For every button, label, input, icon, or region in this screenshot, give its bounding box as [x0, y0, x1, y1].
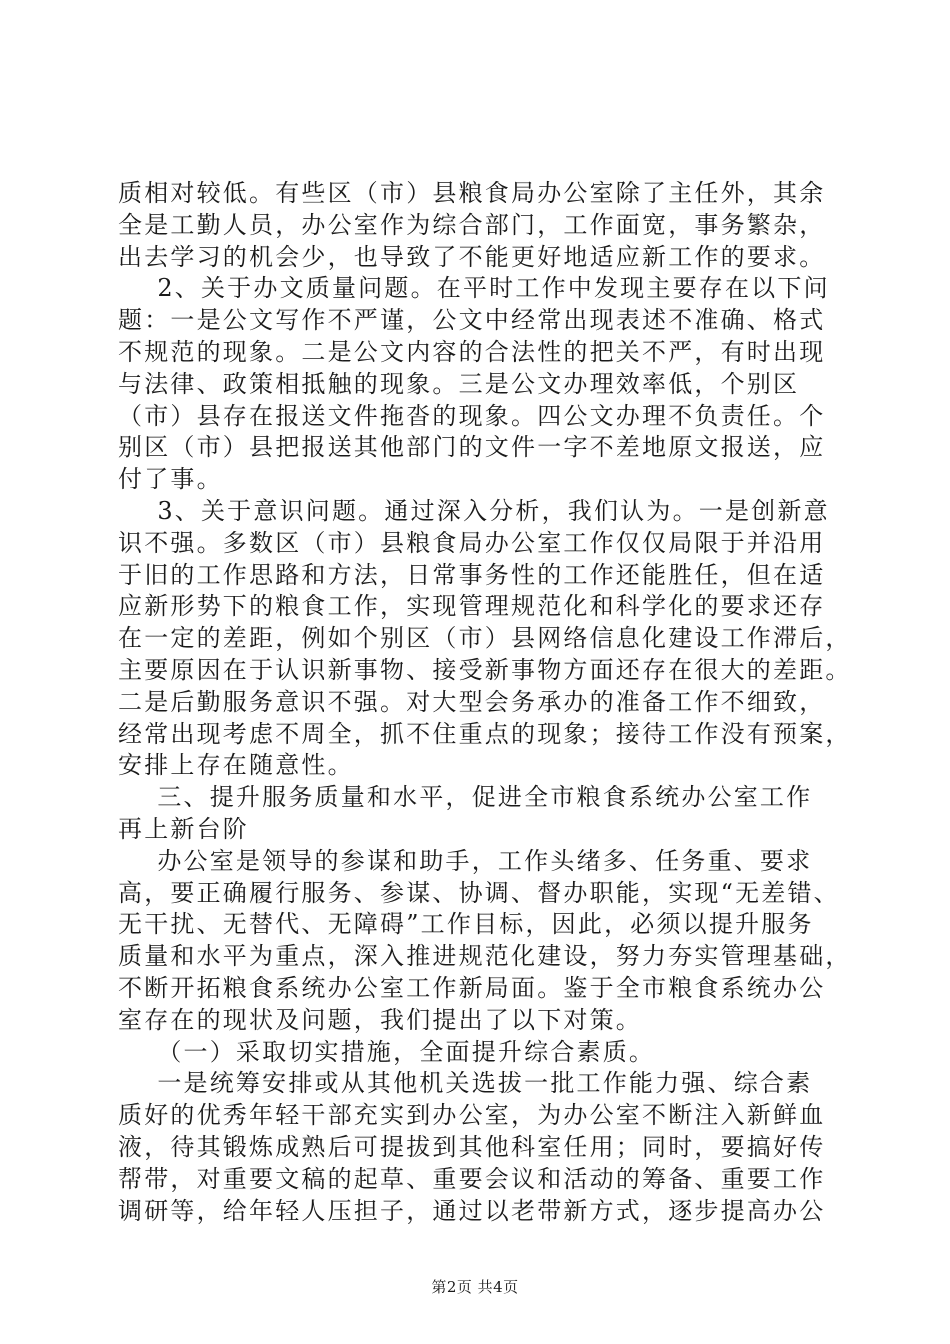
text-line: （市）县存在报送文件拖沓的现象。四公文办理不负责任。个 — [118, 401, 826, 430]
text-line: 全是工勤人员，办公室作为综合部门，工作面宽，事务繁杂， — [118, 210, 826, 239]
text-line: 三、提升服务质量和水平，促进全市粮食系统办公室工作 — [118, 783, 813, 812]
text-line: 二是后勤服务意识不强。对大型会务承办的准备工作不细致， — [118, 687, 826, 716]
text-line: 室存在的现状及问题，我们提出了以下对策。 — [118, 1005, 642, 1034]
text-line: 2、关于办文质量问题。在平时工作中发现主要存在以下问 — [118, 274, 830, 303]
text-line: 不规范的现象。二是公文内容的合法性的把关不严，有时出现 — [118, 337, 826, 366]
text-line: 办公室是领导的参谋和助手，工作头绪多、任务重、要求 — [118, 846, 813, 875]
text-line: 质相对较低。有些区（市）县粮食局办公室除了主任外，其余 — [118, 179, 826, 207]
text-line: 题：一是公文写作不严谨，公文中经常出现表述不准确、格式 — [118, 306, 826, 335]
text-line: 与法律、政策相抵触的现象。三是公文办理效率低，个别区 — [118, 369, 800, 398]
text-line: 付了事。 — [118, 465, 223, 494]
text-line: 质好的优秀年轻干部充实到办公室，为办公室不断注入新鲜血 — [118, 1101, 826, 1130]
text-line: 识不强。多数区（市）县粮食局办公室工作仅仅局限于并沿用 — [118, 528, 826, 557]
text-line: 一是统筹安排或从其他机关选拔一批工作能力强、综合素 — [118, 1069, 813, 1098]
text-line: 出去学习的机会少，也导致了不能更好地适应新工作的要求。 — [118, 242, 826, 271]
text-line: 质量和水平为重点，深入推进规范化建设，努力夯实管理基础， — [118, 942, 852, 971]
text-line: 应新形势下的粮食工作，实现管理规范化和科学化的要求还存 — [118, 592, 826, 621]
text-line: 不断开拓粮食系统办公室工作新局面。鉴于全市粮食系统办公 — [118, 973, 826, 1002]
text-line: 别区（市）县把报送其他部门的文件一字不差地原文报送，应 — [118, 433, 826, 462]
text-line: 安排上存在随意性。 — [118, 751, 354, 780]
text-line: 主要原因在于认识新事物、接受新事物方面还存在很大的差距。 — [118, 655, 852, 684]
text-line: 液，待其锻炼成熟后可提拔到其他科室任用；同时，要搞好传 — [118, 1132, 826, 1161]
text-line: 高，要正确履行服务、参谋、协调、督办职能，实现“无差错、 — [118, 878, 840, 907]
text-line: 帮带，对重要文稿的起草、重要会议和活动的筹备、重要工作 — [118, 1164, 826, 1193]
text-line: 在一定的差距，例如个别区（市）县网络信息化建设工作滞后， — [118, 624, 852, 653]
text-line: 经常出现考虑不周全，抓不住重点的现象；接待工作没有预案， — [118, 719, 852, 748]
text-line: 调研等，给年轻人压担子，通过以老带新方式，逐步提高办公 — [118, 1196, 826, 1225]
page-footer: 第2页 共4页 — [431, 1278, 519, 1296]
text-line: 3、关于意识问题。通过深入分析，我们认为。一是创新意 — [118, 496, 830, 525]
text-line: 于旧的工作思路和方法，日常事务性的工作还能胜任，但在适 — [118, 560, 826, 589]
text-line: 再上新台阶 — [118, 814, 249, 843]
body-text — [118, 178, 852, 1227]
text-line: （一）采取切实措施，全面提升综合素质。 — [118, 1037, 656, 1066]
text-line: 无干扰、无替代、无障碍”工作目标，因此，必须以提升服务 — [118, 910, 814, 939]
